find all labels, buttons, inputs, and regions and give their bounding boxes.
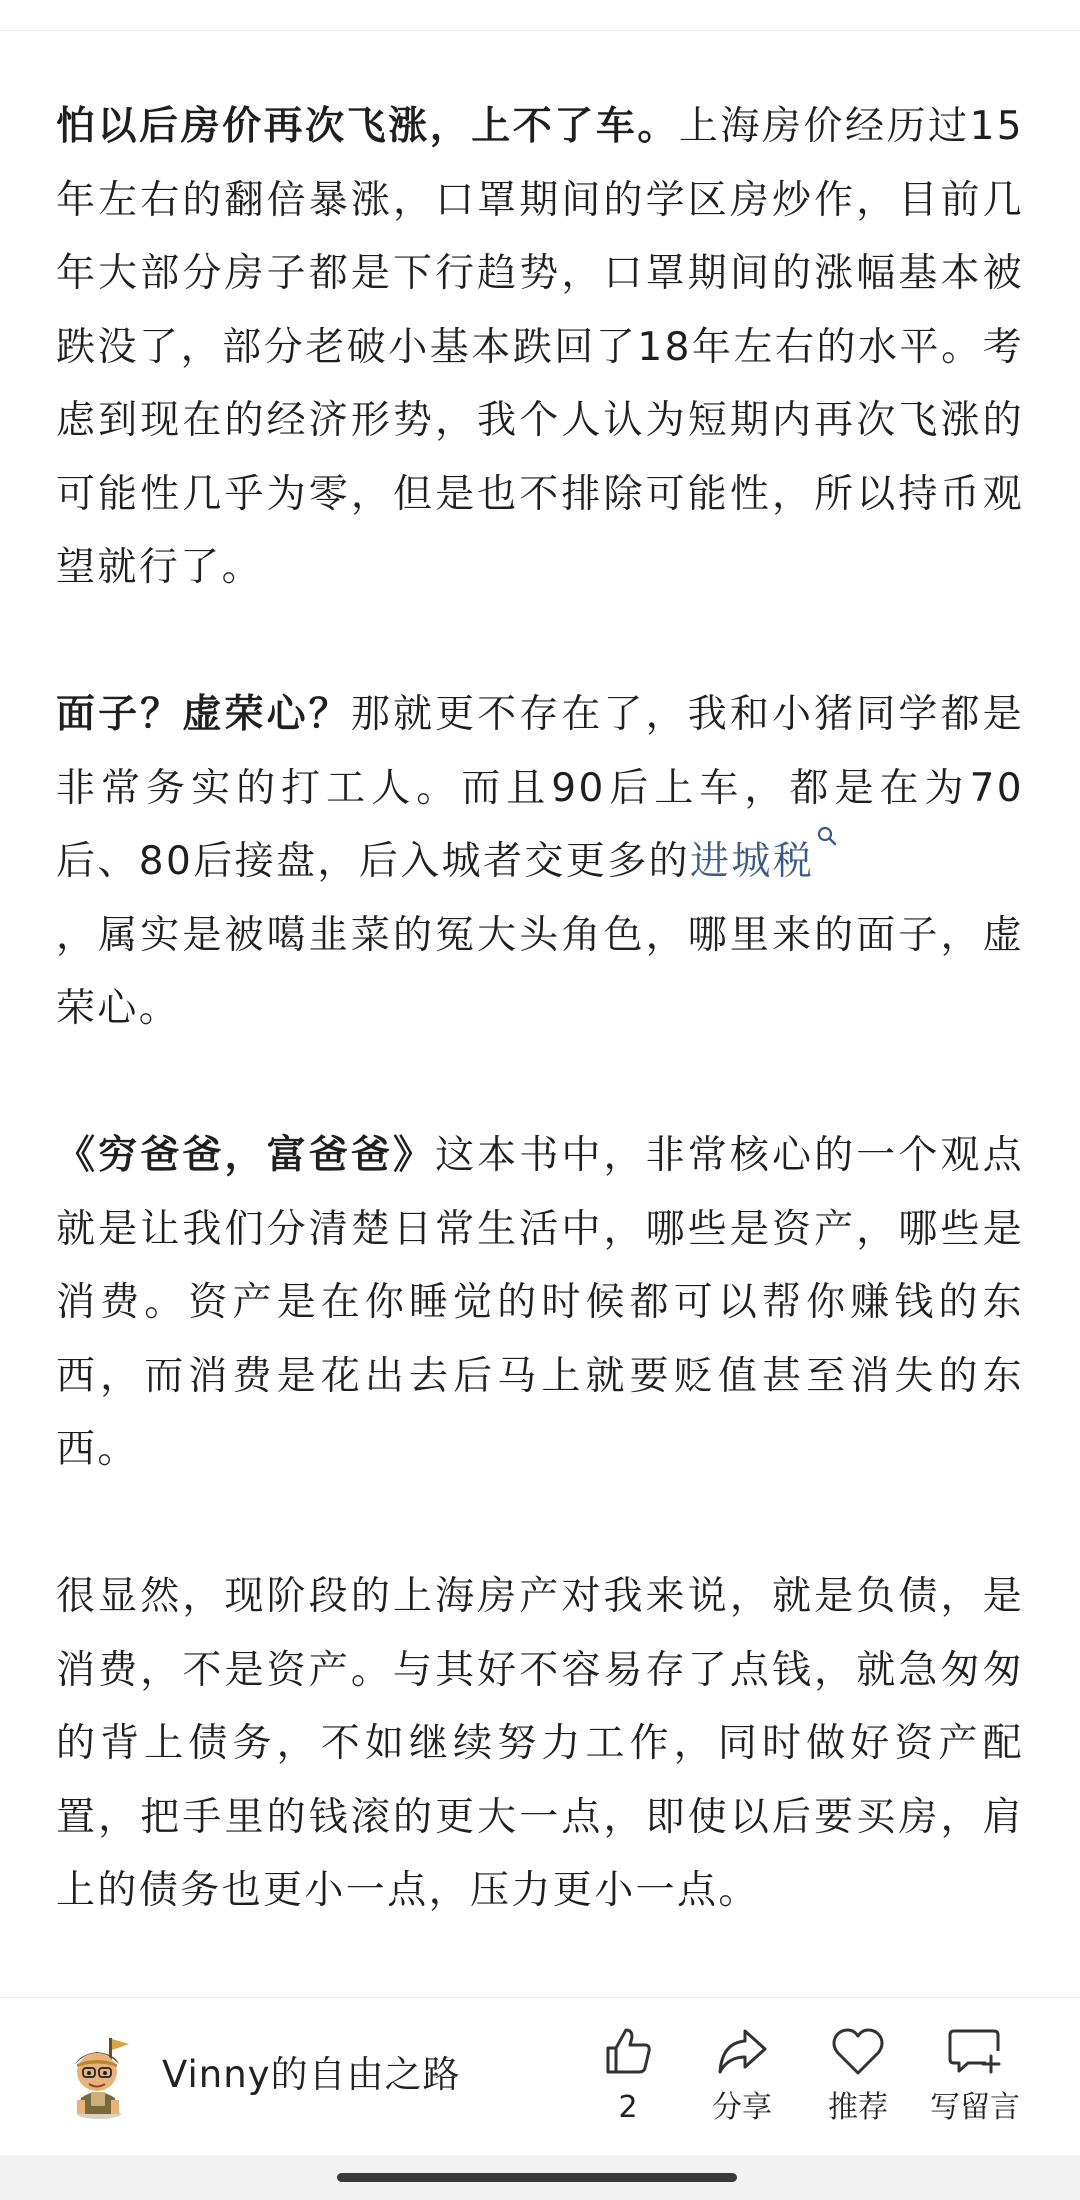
heart-icon [830,2026,886,2082]
paragraph-2 [56,678,1024,1046]
paragraph-1 [56,90,1024,605]
recommend-button[interactable] [798,2024,918,2136]
paragraph-4-text: 很显然，现阶段的上海房产对我来说，就是负债，是消费，不是资产。与其好不容易存了点钱，就急匆匆的背上债务，不如继续努力工作，同时做好资产配置，把手里的钱滚的更大一点，即使以后要买房，肩上的债务也更小一点，压力更小一点。 [56,1574,1024,1913]
paragraph-2-text-after: ，属实是被噶韭菜的冤大头角色，哪里来的面子，虚荣心。 [56,912,1024,1031]
paragraph-1-lead: 怕以后房价再次飞涨，上不了车。 [56,104,679,149]
paragraph-3-lead: 《穷爸爸，富爸爸》 [56,1133,436,1178]
avatar[interactable] [57,2034,137,2120]
bottom-action-bar [0,1997,1080,2156]
keyword-link[interactable]: 进城税 [690,839,815,884]
top-strip [0,0,1080,31]
paragraph-3 [56,1119,1024,1487]
system-nav-area [0,2155,1080,2200]
share-arrow-icon [714,2025,770,2083]
paragraph-1-text: 上海房价经历过15年左右的翻倍暴涨，口罩期间的学区房炒作，目前几年大部分房子都是下行趋势，口罩期间的涨幅基本被跌没了，部分老破小基本跌回了18年左右的水平。考虑到现在的经济形势，我个人认为短期内再次飞涨的可能性几乎为零，但是也不排除可能性，所以持币观望就行了。 [56,104,1024,590]
like-button[interactable] [568,2024,688,2136]
write-comment-button[interactable] [915,2024,1035,2136]
paragraph-4 [56,1560,1024,1928]
paragraph-2-text: 那就更不存在了，我和小猪同学都是非常务实的打工人。而且90后上车，都是在为70后、80后接盘，后入城者交更多的 [56,692,1024,884]
write-comment-label: 写留言 [930,2090,1020,2125]
home-indicator[interactable] [337,2173,737,2182]
write-comment-icon [946,2025,1004,2083]
like-count: 2 [618,2090,638,2125]
search-icon[interactable] [816,825,838,855]
author-name[interactable]: Vinny的自由之路 [162,2053,461,2096]
thumbs-up-icon [601,2025,655,2083]
paragraph-3-text: 这本书中，非常核心的一个观点就是让我们分清楚日常生活中，哪些是资产，哪些是消费。资产是在你睡觉的时候都可以帮你赚钱的东西，而消费是花出去后马上就要贬值甚至消失的东西。 [56,1133,1024,1472]
share-label: 分享 [712,2090,772,2125]
paragraph-2-lead: 面子？虚荣心？ [56,692,351,737]
recommend-label: 推荐 [828,2090,888,2125]
share-button[interactable] [682,2024,802,2136]
article-body [56,90,1024,1928]
